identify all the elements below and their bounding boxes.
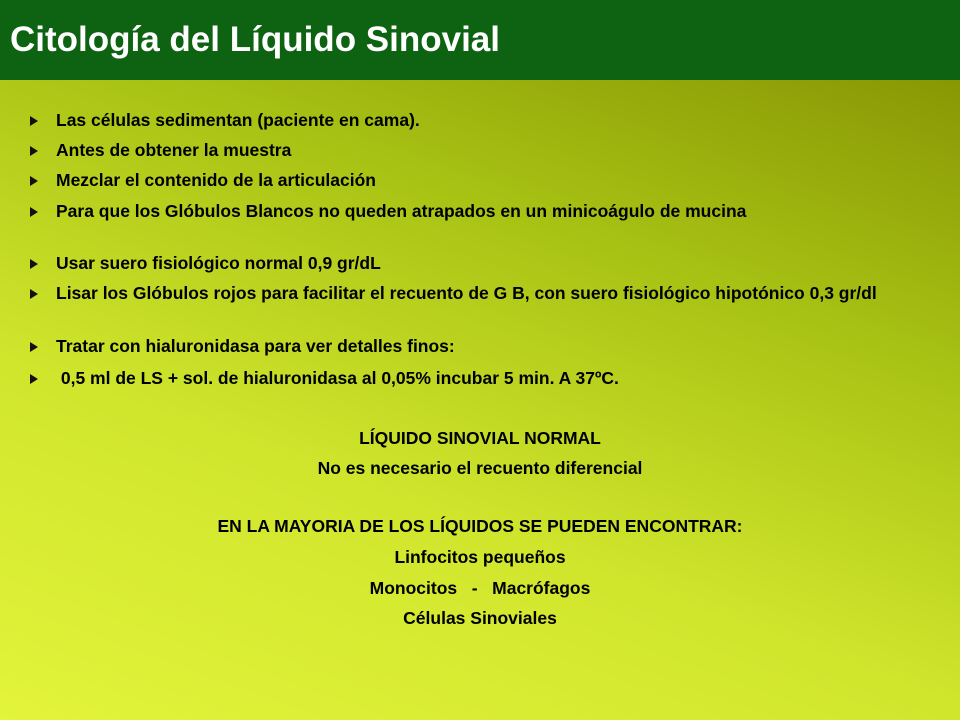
arrow-bullet-icon — [30, 146, 38, 156]
title-bar — [0, 0, 960, 80]
bullet-text: Usar suero fisiológico normal 0,9 gr/dL — [56, 253, 381, 273]
majority-heading: EN LA MAYORIA DE LOS LÍQUIDOS SE PUEDEN ENCONTRAR: — [217, 516, 743, 536]
arrow-bullet-icon — [30, 116, 38, 126]
arrow-bullet-icon — [30, 374, 38, 384]
bullet-text: Las células sedimentan (paciente en cama). — [56, 110, 420, 130]
cell-item: Células Sinoviales — [403, 608, 557, 628]
arrow-bullet-icon — [30, 259, 38, 269]
bullet-text: Para que los Glóbulos Blancos no queden atrapados en un minicoágulo de mucina — [56, 201, 747, 221]
bullet-text: 0,5 ml de LS + sol. de hialuronidasa al 0,05% incubar 5 min. A 37ºC. — [56, 368, 619, 388]
normal-text: No es necesario el recuento diferencial — [317, 458, 643, 478]
slide-title: Citología del Líquido Sinovial — [10, 20, 500, 59]
cell-item: Monocitos - Macrófagos — [369, 578, 591, 598]
bullet-text: Tratar con hialuronidasa para ver detalles finos: — [56, 336, 455, 356]
normal-heading: LÍQUIDO SINOVIAL NORMAL — [359, 428, 601, 448]
arrow-bullet-icon — [30, 342, 38, 352]
bullet-text: Lisar los Glóbulos rojos para facilitar el recuento de G B, con suero fisiológico hipotónico 0,3 gr/dl — [56, 283, 877, 303]
cell-item: Linfocitos pequeños — [394, 547, 566, 567]
arrow-bullet-icon — [30, 207, 38, 217]
bullet-text: Antes de obtener la muestra — [56, 140, 292, 160]
arrow-bullet-icon — [30, 289, 38, 299]
arrow-bullet-icon — [30, 176, 38, 186]
bullet-text: Mezclar el contenido de la articulación — [56, 170, 376, 190]
